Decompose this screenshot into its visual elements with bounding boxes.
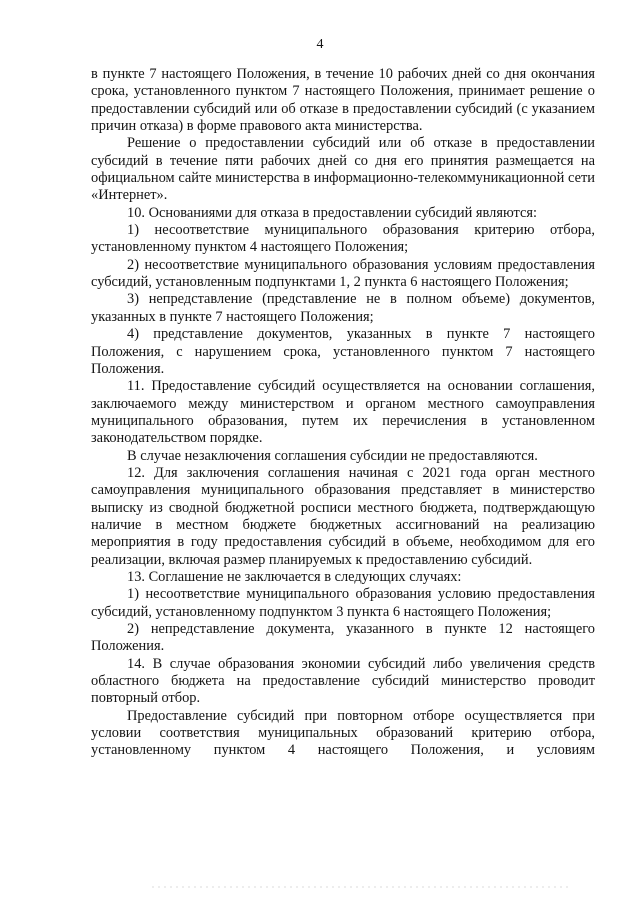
document-body — [91, 66, 595, 760]
page-number: 4 — [316, 37, 324, 52]
paragraph: 3) непредставление (представление не в полном объеме) документов, указанных в пункте 7 настоящего Положения; — [91, 291, 595, 325]
paragraph: 14. В случае образования экономии субсидий либо увеличения средств областного бюджета на предоставление субсидий министерство проводит повторный отбор. — [91, 655, 595, 707]
paragraph: 10. Основаниями для отказа в предоставлении субсидий являются: — [127, 204, 537, 221]
paragraph: 2) непредставление документа, указанного в пункте 12 настоящего Положения. — [91, 621, 595, 655]
paragraph: 2) несоответствие муниципального образования условиям предоставления субсидий, установленным подпунктами 1, 2 пункта 6 настоящего Положения; — [91, 256, 595, 291]
paragraph: 12. Для заключения соглашения начиная с 2021 года орган местного самоуправления муниципального образования представляет в министерство выписку из сводной бюджетной росписи местного бюджета, подтверждающую наличие в местном бюджете бюджетных ассигнований на реализацию мероприятия в году предоставления субсидий в объеме, необходимом для его реализации, включая размер планируемых к предоставлению субсидий. — [91, 464, 595, 568]
paragraph: 1) несоответствие муниципального образования условию предоставления субсидий, установленному подпунктом 3 пункта 6 настоящего Положения; — [91, 586, 595, 620]
paragraph: 1) несоответствие муниципального образования критерию отбора, установленному пунктом 4 настоящего Положения; — [91, 222, 595, 256]
paragraph: Предоставление субсидий при повторном отборе осуществляется при условии соответствия муниципальных образований критерию отбора, установленному пунктом 4 настоящего Положения, и условиям — [91, 707, 595, 759]
paragraph: в пункте 7 настоящего Положения, в течение 10 рабочих дней со дня окончания срока, установленного пунктом 7 настоящего Положения, принимает решение о предоставлении субсидий или об отказе в предоставлении субсидий (с указанием причин отказа) в форме правового акта министерства. — [91, 66, 595, 135]
paragraph: 4) представление документов, указанных в пункте 7 настоящего Положения, с нарушением срока, установленного пунктом 7 настоящего Положения. — [91, 326, 595, 377]
paragraph: В случае незаключения соглашения субсидии не предоставляются. — [127, 447, 538, 464]
paragraph: Решение о предоставлении субсидий или об отказе в предоставлении субсидий в течение пяти рабочих дней со дня его принятия размещается на официальном сайте министерства в информационно-телекоммуникационной сети «Интернет». — [91, 135, 595, 204]
scan-artifact-dotted-line — [150, 886, 570, 888]
paragraph: 13. Соглашение не заключается в следующих случаях: — [127, 568, 462, 585]
paragraph: 11. Предоставление субсидий осуществляется на основании соглашения, заключаемого между министерством и органом местного самоуправления муниципального образования, путем их перечисления в установленном законодательством порядке. — [91, 378, 595, 447]
